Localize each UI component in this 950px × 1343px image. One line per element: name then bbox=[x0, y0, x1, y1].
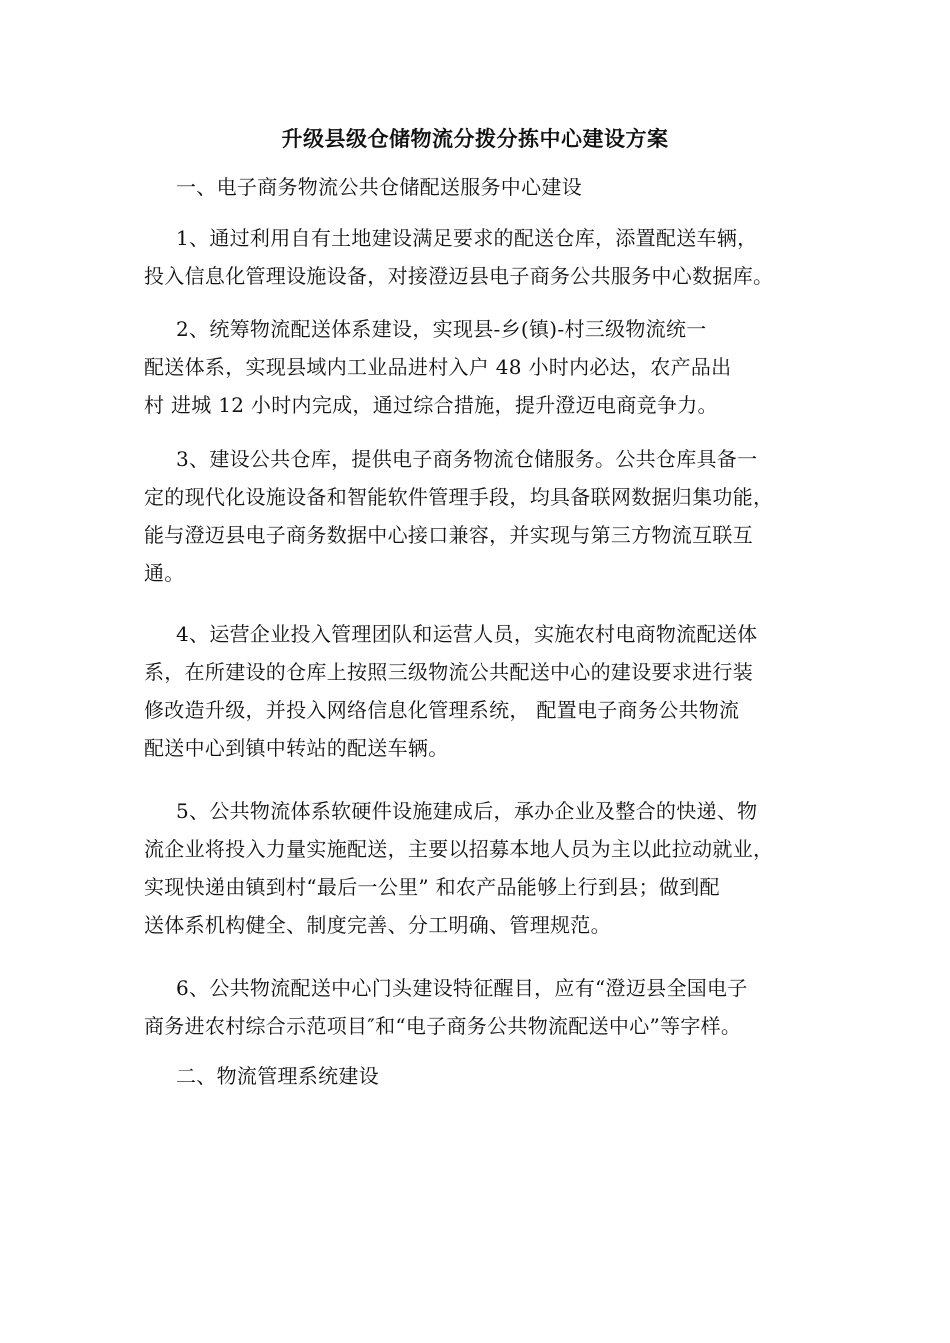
paragraph-5-line-3: 实现快递由镇到村“最后一公里” 和农产品能够上行到县；做到配 bbox=[144, 875, 720, 899]
document-title: 升级县级仓储物流分拨分拣中心建设方案 bbox=[281, 126, 669, 151]
paragraph-3-line-4: 通。 bbox=[144, 561, 185, 585]
paragraph-1 bbox=[144, 219, 836, 295]
paragraph-5-line-4: 送体系机构健全、制度完善、分工明确、管理规范。 bbox=[144, 913, 611, 937]
section-heading-1: 一、电子商务物流公共仓储配送服务中心建设 bbox=[176, 175, 582, 199]
paragraph-5-line-2: 流企业将投入力量实施配送，主要以招募本地人员为主以此拉动就业， bbox=[144, 837, 774, 861]
paragraph-4-line-4: 配送中心到镇中转站的配送车辆。 bbox=[144, 736, 449, 760]
paragraph-2-line-1: 2、统筹物流配送体系建设，实现县-乡(镇)-村三级物流统一 bbox=[176, 317, 707, 341]
paragraph-3-line-1: 3、建设公共仓库，提供电子商务物流仓储服务。公共仓库具备一 bbox=[176, 447, 758, 471]
paragraph-1-line-2: 投入信息化管理设施设备，对接澄迈县电子商务公共服务中心数据库。 bbox=[144, 264, 774, 288]
paragraph-4-line-1: 4、运营企业投入管理团队和运营人员，实施农村电商物流配送体 bbox=[176, 622, 758, 646]
paragraph-3 bbox=[144, 440, 836, 592]
paragraph-6 bbox=[144, 969, 836, 1045]
paragraph-3-line-2: 定的现代化设施设备和智能软件管理手段，均具备联网数据归集功能， bbox=[144, 485, 774, 509]
paragraph-4-line-3: 修改造升级，并投入网络信息化管理系统， 配置电子商务公共物流 bbox=[144, 698, 740, 722]
paragraph-3-line-3: 能与澄迈县电子商务数据中心接口兼容，并实现与第三方物流互联互 bbox=[144, 523, 753, 547]
paragraph-6-line-2: 商务进农村综合示范项目″和“电子商务公共物流配送中心”等字样。 bbox=[144, 1014, 742, 1038]
paragraph-2-line-2: 配送体系，实现县域内工业品进村入户 48 小时内必达，农产品出 bbox=[144, 355, 732, 379]
paragraph-2 bbox=[144, 310, 836, 424]
paragraph-2-line-3: 村 进城 12 小时内完成，通过综合措施，提升澄迈电商竞争力。 bbox=[144, 393, 718, 417]
paragraph-4 bbox=[144, 615, 836, 767]
paragraph-5-line-1: 5、公共物流体系软硬件设施建成后，承办企业及整合的快递、物 bbox=[176, 799, 758, 823]
paragraph-1-line-1: 1、通过利用自有土地建设满足要求的配送仓库，添置配送车辆， bbox=[176, 226, 758, 250]
paragraph-4-line-2: 系，在所建设的仓库上按照三级物流公共配送中心的建设要求进行装 bbox=[144, 660, 753, 684]
section-heading-2: 二、物流管理系统建设 bbox=[176, 1064, 379, 1088]
paragraph-5 bbox=[144, 792, 836, 944]
paragraph-6-line-1: 6、公共物流配送中心门头建设特征醒目，应有“澄迈县全国电子 bbox=[176, 976, 748, 1000]
